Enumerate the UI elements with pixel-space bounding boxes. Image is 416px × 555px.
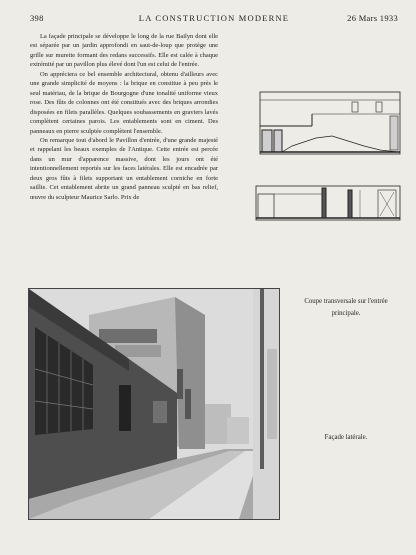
paragraph-1: La façade principale se développe le long de la rue Bailyn dont elle est séparée par un jardin approfondi en saut-de-loup que protège une grille sur murette formant des redans successifs. Elle est calée à chaque extrémité par un pavillon plus élevé dont l'un est celui de l'entrée.: [30, 33, 218, 69]
page-number: 398: [30, 13, 44, 23]
issue-date: 26 Mars 1933: [347, 13, 398, 23]
article-text: [30, 32, 218, 202]
section-caption: Coupe transversale sur l'entrée principale.: [304, 298, 388, 317]
paragraph-3: On remarque tout d'abord le Pavillon d'entrée, d'une grande majesté et rappelant les beaux exemples de l'Antique. Cette entrée est percée dans un mur d'apparence massive, dont les jours ont été intentionnellement reportés sur les faces latérales. Elle est encadrée par deux gros fûts à filets supportant un entablement corniche en forte saillie. Cet entablement abrite un grand panneau sculpté en bas relief, œuvre du sculpteur Maurice Sarlo. Prix de: [30, 136, 218, 201]
cross-section-drawing: [252, 86, 404, 228]
photo-caption: Façade latérale.: [324, 434, 368, 441]
journal-title: LA CONSTRUCTION MODERNE: [138, 13, 290, 23]
page-header: [30, 13, 398, 25]
paragraph-2: On appréciera ce bel ensemble architectural, obtenu d'ailleurs avec une grande simplicité de moyens : la brique en constitue à peu près le seul matériau, de la brique de Bourgogne d'une tonalité uniforme vieux rose. Des fûts de colonnes ont été constitués avec des briques arrondies disposées en filets parallèles. Quelques soubassements en graviers lavés complètent certaines parois. Les entablements sont en ciment. Des panneaux en pierre sculptée complètent l'ensemble.: [30, 70, 218, 135]
facade-photo: [28, 288, 280, 520]
